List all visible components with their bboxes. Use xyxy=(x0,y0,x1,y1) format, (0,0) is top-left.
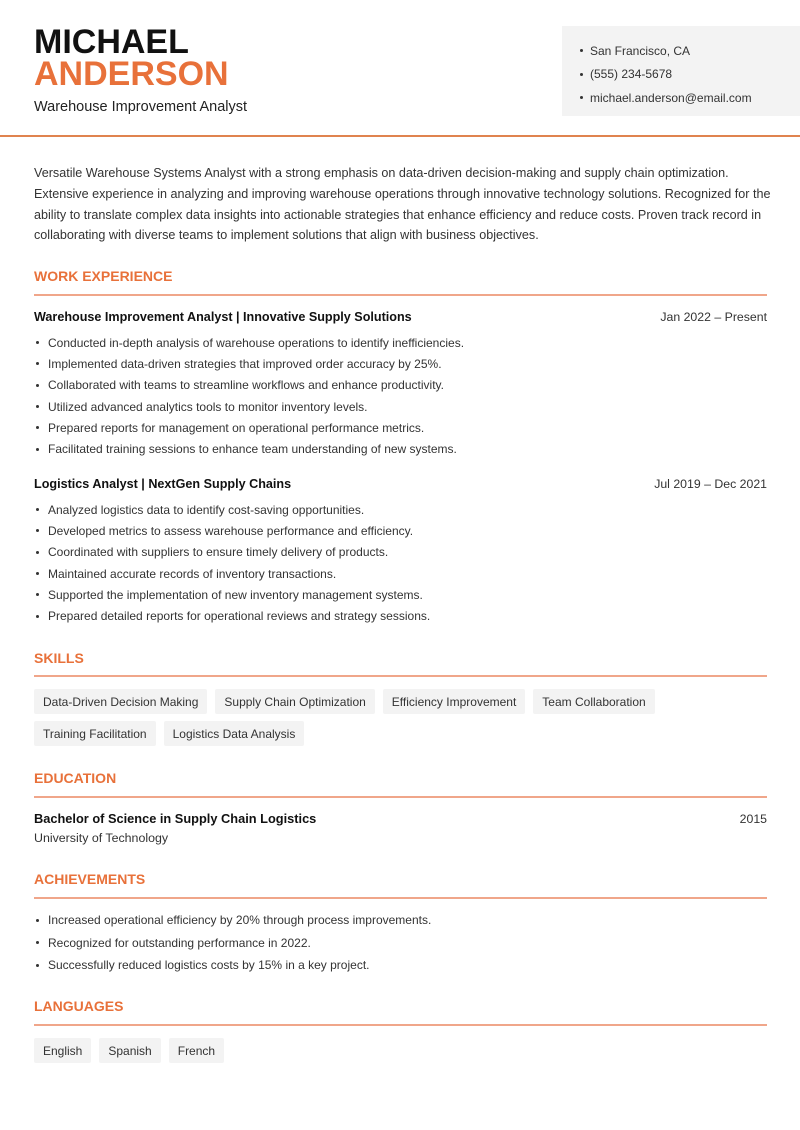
section-title-work: WORK EXPERIENCE xyxy=(34,268,173,284)
skill-chip: Team Collaboration xyxy=(533,689,654,714)
list-item xyxy=(34,605,754,626)
bullet-text: Facilitated training sessions to enhance team understanding of new systems. xyxy=(48,442,457,457)
bullet-text: Recognized for outstanding performance in 2022. xyxy=(48,935,311,950)
contact-email[interactable] xyxy=(580,86,800,110)
list-item xyxy=(34,417,754,438)
skill-chip: Training Facilitation xyxy=(34,721,156,746)
bullet-text: Implemented data-driven strategies that improved order accuracy by 25%. xyxy=(48,356,442,371)
bullet-text: Conducted in-depth analysis of warehouse operations to identify inefficiencies. xyxy=(48,335,465,350)
job-bullets xyxy=(34,332,754,460)
section-divider xyxy=(34,1024,767,1026)
bullet-icon xyxy=(36,964,39,967)
bullet-icon xyxy=(36,593,39,596)
contact-phone xyxy=(580,63,800,87)
section-divider xyxy=(34,796,767,798)
bullet-text: Successfully reduced logistics costs by 15% in a key project. xyxy=(48,958,370,973)
last-name: ANDERSON xyxy=(34,55,229,93)
list-item xyxy=(34,353,754,374)
job-dates: Jan 2022 – Present xyxy=(660,310,767,324)
language-chip: English xyxy=(34,1038,91,1063)
list-item xyxy=(34,520,754,541)
list-item xyxy=(34,332,754,353)
education-year: 2015 xyxy=(739,812,767,826)
bullet-icon xyxy=(580,73,583,76)
bullet-text: Prepared detailed reports for operational reviews and strategy sessions. xyxy=(48,609,431,624)
list-item xyxy=(34,438,754,459)
list-item xyxy=(34,375,754,396)
bullet-icon xyxy=(36,941,39,944)
section-title-skills: SKILLS xyxy=(34,650,84,666)
language-chip: French xyxy=(169,1038,224,1063)
list-item xyxy=(34,563,754,584)
email-link[interactable]: michael.anderson@email.com xyxy=(590,90,752,105)
bullet-icon xyxy=(36,448,39,451)
list-item xyxy=(34,909,754,932)
job-title: Warehouse Improvement Analyst xyxy=(34,99,248,115)
bullet-icon xyxy=(36,615,39,618)
languages-list xyxy=(34,1038,774,1063)
summary: Versatile Warehouse Systems Analyst with a strong emphasis on data-driven decision-making and supply chain optimization. Extensive experience in analyzing and improving warehouse operations through innovative technology solutions. Recognized for the ability to translate complex data insights into actionable strategies that enhance efficiency and reduce costs. Proven track record in collaborating with diverse teams to implement solutions that align with business objectives. xyxy=(34,166,771,243)
bullet-text: Coordinated with suppliers to ensure timely delivery of products. xyxy=(48,545,389,560)
bullet-icon xyxy=(580,49,583,52)
list-item xyxy=(34,542,754,563)
bullet-text: Developed metrics to assess warehouse performance and efficiency. xyxy=(48,523,414,538)
section-title-education: EDUCATION xyxy=(34,770,117,786)
job-bullets xyxy=(34,499,754,627)
job-heading: Warehouse Improvement Analyst | Innovative Supply Solutions xyxy=(34,310,412,324)
bullet-icon xyxy=(36,572,39,575)
skill-chip: Data-Driven Decision Making xyxy=(34,689,207,714)
skill-chip: Efficiency Improvement xyxy=(383,689,526,714)
bullet-text: Collaborated with teams to streamline workflows and enhance productivity. xyxy=(48,378,444,393)
resume-header xyxy=(0,0,800,137)
job-dates: Jul 2019 – Dec 2021 xyxy=(654,477,767,491)
education-degree: Bachelor of Science in Supply Chain Logistics xyxy=(34,811,317,826)
list-item xyxy=(34,584,754,605)
bullet-icon xyxy=(36,362,39,365)
bullet-text: Maintained accurate records of inventory transactions. xyxy=(48,566,337,581)
list-item xyxy=(34,396,754,417)
bullet-icon xyxy=(36,919,39,922)
contact-location xyxy=(580,39,800,63)
section-divider xyxy=(34,675,767,677)
bullet-text: Supported the implementation of new inventory management systems. xyxy=(48,587,423,602)
contact-box xyxy=(562,26,800,116)
achievements-list xyxy=(34,909,754,977)
phone-text: (555) 234-5678 xyxy=(590,67,673,82)
section-divider xyxy=(34,897,767,899)
bullet-icon xyxy=(36,405,39,408)
list-item xyxy=(34,932,754,955)
skill-chip: Supply Chain Optimization xyxy=(215,689,374,714)
bullet-icon xyxy=(36,341,39,344)
section-divider xyxy=(34,294,767,296)
bullet-icon xyxy=(580,96,583,99)
first-name: MICHAEL xyxy=(34,23,189,61)
location-text: San Francisco, CA xyxy=(590,43,691,58)
job-heading: Logistics Analyst | NextGen Supply Chains xyxy=(34,477,292,491)
bullet-icon xyxy=(36,384,39,387)
list-item xyxy=(34,954,754,977)
bullet-icon xyxy=(36,529,39,532)
bullet-icon xyxy=(36,551,39,554)
bullet-text: Increased operational efficiency by 20% through process improvements. xyxy=(48,913,432,928)
bullet-text: Analyzed logistics data to identify cost-saving opportunities. xyxy=(48,502,365,517)
section-title-languages: LANGUAGES xyxy=(34,998,124,1014)
bullet-text: Utilized advanced analytics tools to monitor inventory levels. xyxy=(48,399,368,414)
education-school: University of Technology xyxy=(34,831,169,845)
section-title-achievements: ACHIEVEMENTS xyxy=(34,871,146,887)
skill-chip: Logistics Data Analysis xyxy=(164,721,305,746)
bullet-text: Prepared reports for management on operational performance metrics. xyxy=(48,420,425,435)
skills-list xyxy=(34,689,774,746)
list-item xyxy=(34,499,754,520)
language-chip: Spanish xyxy=(99,1038,160,1063)
bullet-icon xyxy=(36,426,39,429)
bullet-icon xyxy=(36,508,39,511)
